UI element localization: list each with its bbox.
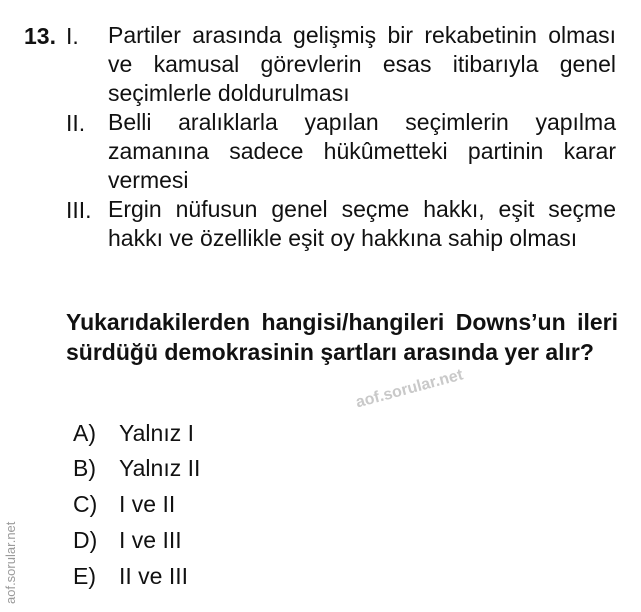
option-d-letter: D)	[73, 527, 98, 553]
question-prompt: Yukarıdakilerden hangisi/hangileri Downs’un ileri sürdüğü demokrasinin şartları arasında yer alır?	[66, 309, 618, 365]
statement-1-numeral: I.	[66, 23, 79, 49]
option-b-text: Yalnız II	[119, 455, 201, 481]
option-e-text: II ve III	[119, 563, 189, 589]
statement-2-text: Belli aralıklarla yapılan seçimlerin yapılma zamanına sadece hükûmetteki partinin karar vermesi	[108, 109, 616, 193]
option-d[interactable]	[0, 525, 641, 555]
option-b[interactable]	[0, 453, 641, 483]
option-d-text: I ve III	[119, 527, 182, 553]
option-e[interactable]	[0, 561, 641, 591]
statement-3-numeral: III.	[66, 197, 92, 223]
option-a[interactable]	[0, 418, 641, 448]
watermark-side: aof.sorular.net	[3, 521, 18, 604]
option-a-letter: A)	[73, 420, 96, 446]
option-e-letter: E)	[73, 563, 96, 589]
watermark-diagonal: aof.sorular.net	[354, 366, 465, 412]
option-b-letter: B)	[73, 455, 96, 481]
option-c-text: I ve II	[119, 491, 176, 517]
option-c[interactable]	[0, 489, 641, 519]
option-a-text: Yalnız I	[119, 420, 194, 446]
option-c-letter: C)	[73, 491, 98, 517]
statement-1-text: Partiler arasında gelişmiş bir rekabetinin olması ve kamusal görevlerin esas itibarıyla genel seçimlerle doldurulması	[108, 22, 616, 106]
question-number: 13.	[24, 23, 56, 49]
statement-3-text: Ergin nüfusun genel seçme hakkı, eşit seçme hakkı ve özellikle eşit oy hakkına sahip olması	[108, 196, 616, 251]
statement-2-numeral: II.	[66, 110, 86, 136]
